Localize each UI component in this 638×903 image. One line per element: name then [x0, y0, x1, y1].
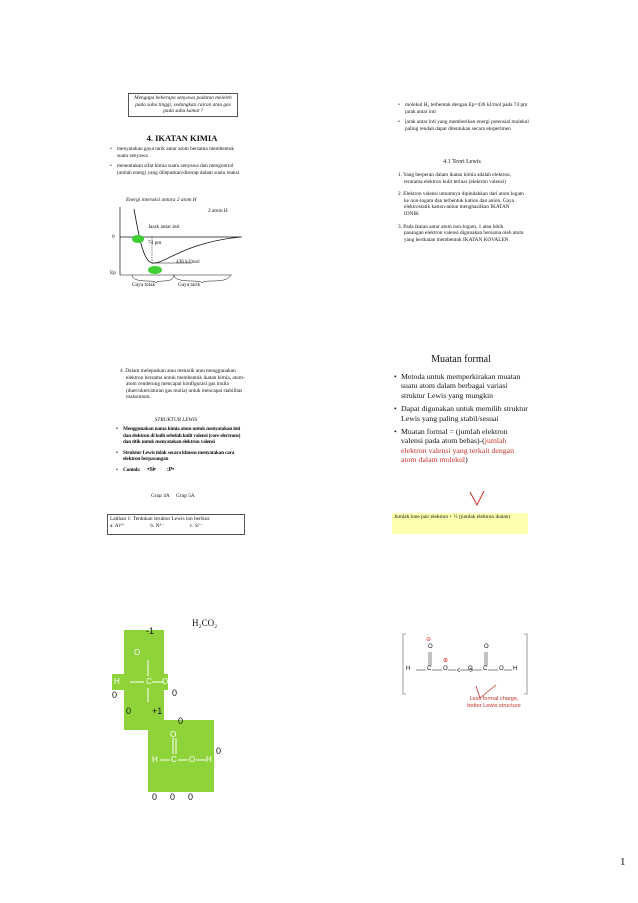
slide-muatan-formal	[392, 350, 530, 550]
label-74pm: 74 pm	[148, 240, 162, 246]
bullet-item: • molekul H₂ terbentuk dengan Ep=436 kJ/mol pada 74 pm jarak antar inti	[398, 102, 530, 115]
atom-o-1: O	[443, 666, 448, 672]
p-lewis: :P•	[166, 466, 175, 473]
slide-title: 4. IKATAN KIMIA	[146, 133, 218, 143]
list-item: 3. Pada ikatan antar atom non-logam, 1 atau lebih pasangan elektron valensi digunakan bersama oleh atom yang berikatan membentuk IKATAN KOVALEN	[398, 223, 524, 243]
label-436: 436 kJ/mol	[176, 259, 200, 265]
slide-ikatan-kimia	[108, 90, 246, 290]
list-item: 1. Yang berperan dalam ikatan kimia adalah elektron, terutama elektron kulit terluar (elektron valensi)	[398, 172, 511, 185]
latihan-box	[107, 514, 245, 535]
list-item: 2. Elektron valensi umumnya dipindahkan dari atom logam ke non-logam dan terbentuk kation dan anion. Gaya elektrostatik kation-anion menghasilkan IKATAN IONIK	[398, 191, 524, 217]
bullet-list	[398, 102, 530, 136]
bullet-item: • menentukan sifat kimia suatu senyawa dan mengontrol jumlah energi yang dilepaskan/diserap dalam suatu reaksi	[110, 163, 244, 176]
atom-o-2: O	[189, 755, 196, 764]
resonance-diagram	[402, 628, 528, 698]
slide-h2co2	[106, 612, 246, 812]
bullet-item	[394, 427, 528, 465]
atom-h-left: H	[114, 677, 120, 686]
label-zero: 0	[112, 234, 115, 240]
caption-line-1: Less formal charge,	[469, 696, 519, 702]
bullet-item: • Metoda untuk memperkirakan muatan suatu atom dalam berbagai variasi struktur Lewis yang mungkin	[394, 372, 528, 400]
note-text: Jumlah lone pair elektron + ½ (jumlah elektron ikatan)	[394, 514, 511, 520]
slide-resonance	[394, 612, 534, 812]
latihan-b: b. N³⁻	[150, 522, 164, 529]
label-ep: Ep	[110, 270, 116, 276]
formal-charge-b1: 0	[152, 792, 158, 802]
formal-charge-top: -1	[146, 626, 155, 636]
question-text: Mengapa beberapa senyawa padatan meleleh pada suhu tinggi, sedangkan cairan atau gas pada suhu kamar?	[134, 95, 232, 115]
atom-c-2: C	[483, 666, 488, 672]
slide-title: H₂CO₂	[192, 618, 218, 628]
bullet-list	[394, 372, 528, 469]
atom-o-top-2: O	[170, 730, 177, 739]
formal-charge-b3: 0	[188, 792, 194, 802]
atom-h-right-2: H	[206, 755, 212, 764]
question-box	[128, 93, 238, 117]
plus-charge-icon: ⊕	[443, 658, 449, 664]
atom-h-1: H	[406, 666, 411, 672]
atom-h-left-2: H	[152, 755, 158, 764]
label-gaya-tarik: Gaya tarik	[178, 282, 201, 288]
slide-title: Muatan formal	[431, 354, 491, 365]
si-symbol: Si	[149, 466, 154, 473]
label-2atom-text: 2 atom H	[208, 208, 228, 214]
list-item-4: 4. Dalam melepaskan atau menarik atau menggunakan elektron bersama untuk membentuk ikatan kimia, atom-atom cenderung mencapai konfigurasi gas mulia (duet/oktet/aturan gas mulia) untuk mencapai stabilitas maksimum.	[120, 368, 245, 401]
numbered-list	[396, 172, 524, 243]
atom-o-top-1: O	[428, 644, 433, 650]
energy-curve	[134, 209, 240, 263]
struktur-heading: STRUKTUR LEWIS	[154, 417, 198, 423]
slide-teori-lewis	[392, 90, 532, 290]
formal-charge-bottom-right: +1	[152, 706, 163, 716]
label-jarak: Jarak antar inti	[148, 224, 180, 230]
note-box	[392, 513, 528, 534]
atom-pair-blob	[132, 235, 144, 243]
bullet-list	[110, 146, 244, 180]
grup-4a: Grup 4A	[151, 493, 170, 499]
latihan-a: a. Al³⁺	[110, 522, 125, 529]
atom-c-1: C	[427, 666, 432, 672]
atom-o-right: O	[162, 677, 169, 686]
bullet-item: • Struktur Lewis tidak secara khusus menyatakan cara elektron berpasangan	[116, 450, 244, 463]
latihan-c: c. S²⁻	[189, 522, 203, 529]
page-number: 1	[620, 856, 626, 868]
latihan-title: Latihan 1: Tentukan struktur Lewis ion berikut:	[110, 516, 211, 522]
latihan-items	[110, 523, 242, 530]
atom-o-3: O	[499, 666, 504, 672]
formal-charge-bottom-left: 0	[126, 706, 132, 716]
graph-title: Energi interaksi antara 2 atom H	[126, 197, 197, 203]
bullet-item	[116, 467, 244, 474]
formal-charge-b2: 0	[170, 792, 176, 802]
atom-c-center: C	[146, 677, 152, 686]
contoh-label: Contoh:	[123, 466, 141, 473]
lewis-structure-1	[112, 632, 182, 712]
bullet-item: • Dapat digunakan untuk memilih struktur Lewis yang paling stabil/sesuai	[394, 404, 528, 423]
section-heading: 4.1 Teori Lewis	[443, 159, 481, 165]
si-lewis: •Si•	[147, 466, 156, 473]
bullet-item: • jarak antar inti yang memberikan energi potensial molekul paling rendah dapat ditentukan secara eksperimen	[398, 119, 530, 132]
slide-struktur-lewis	[106, 362, 246, 552]
formula-end: )	[465, 455, 468, 465]
label-2atom	[208, 208, 228, 215]
minus-charge-icon: ⊖	[426, 637, 432, 643]
molecule-blob	[148, 266, 162, 274]
caption	[452, 696, 536, 709]
atom-h-2: H	[513, 666, 518, 672]
p-symbol: P	[168, 466, 173, 473]
energy-graph	[112, 203, 244, 288]
grup-5a: Grup 5A	[176, 493, 195, 499]
caption-line-2: better Lewis structure	[467, 702, 521, 709]
formula-start: Muatan formal = (jumlah elektron valensi pada atom bebas)-(	[401, 427, 508, 446]
atom-o-top: O	[134, 648, 141, 657]
check-mark-icon	[468, 490, 486, 506]
atom-c-2: C	[171, 755, 177, 764]
atom-o-2: O	[468, 666, 473, 672]
bullet-list	[116, 426, 244, 478]
formal-charge-top-2: 0	[178, 716, 184, 726]
atom-o-top-2: O	[484, 644, 489, 650]
formula-highlight: jumlah elektron valensi yang terkait dengan atom dalam molekul	[401, 436, 515, 465]
bullet-item: • menyatakan gaya tarik antar atom bersama membentuk suatu senyawa	[110, 146, 244, 159]
formal-charge-right: 0	[172, 688, 178, 698]
formal-charge-right-2: 0	[216, 746, 222, 756]
bullet-item: • Menggunakan nama kimia atom untuk menyatakan inti dan elektron di kulit sebelah kulit valensi (core electrons) dan titik untuk menyatakan elektron valensi	[116, 426, 244, 446]
label-gaya-tolak: Gaya tolak	[132, 282, 156, 288]
formal-charge-left: 0	[112, 690, 118, 700]
